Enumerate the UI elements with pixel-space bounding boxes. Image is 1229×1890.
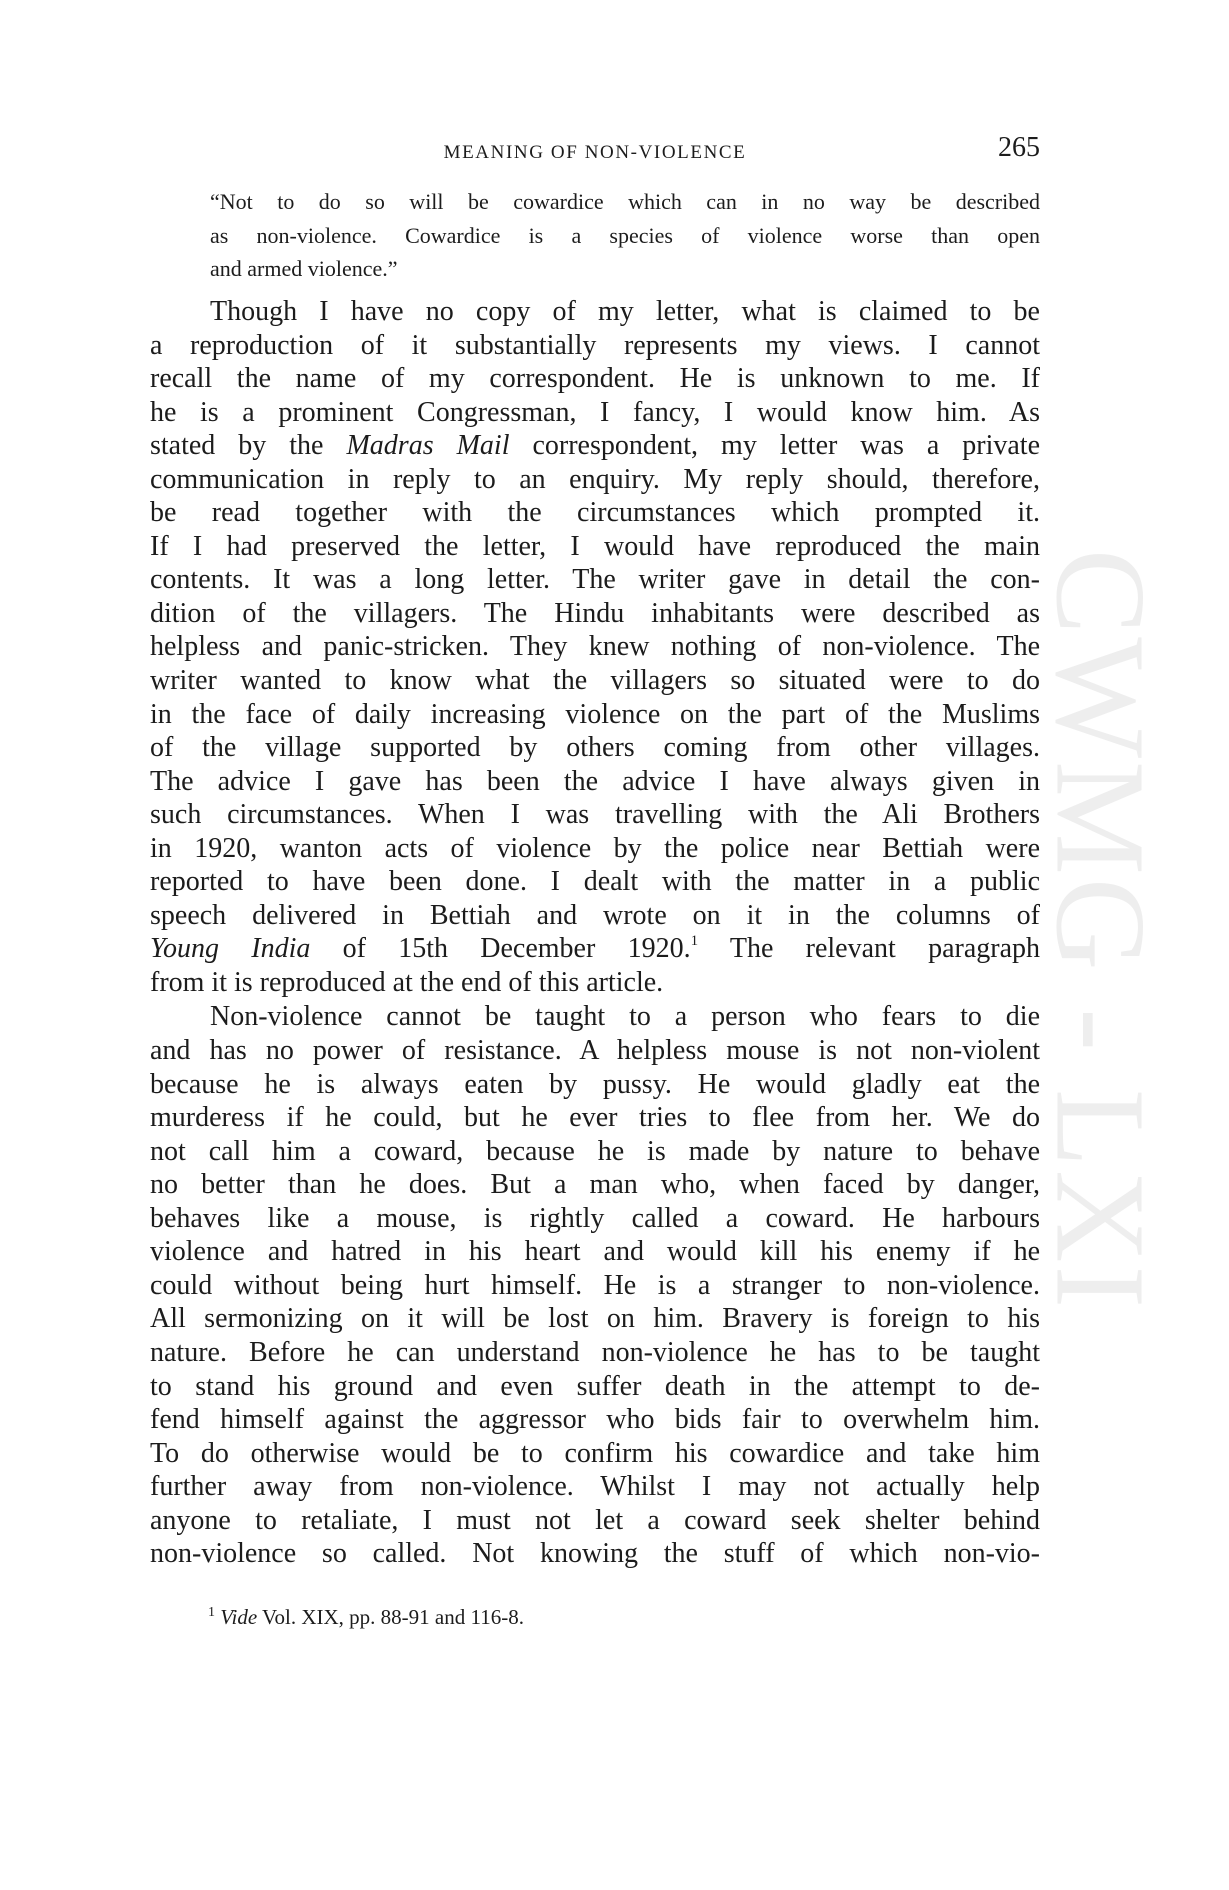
- text-line: reported to have been done. I dealt with the matter in a public: [150, 866, 1040, 898]
- text-line: could without being hurt himself. He is a stranger to non-violence.: [150, 1269, 1040, 1301]
- journal-title: Young India: [150, 933, 311, 965]
- paragraph-2: [150, 1000, 1040, 1570]
- footnote: [208, 1605, 524, 1630]
- text-line: communication in reply to an enquiry. My reply should, therefore,: [150, 463, 1040, 495]
- text-line: dition of the villagers. The Hindu inhabitants were described as: [150, 597, 1040, 629]
- footnote-italic: Vide: [220, 1605, 258, 1629]
- text-line: anyone to retaliate, I must not let a coward seek shelter behind: [150, 1504, 1040, 1536]
- text-line: to stand his ground and even suffer death in the attempt to de-: [150, 1370, 1040, 1402]
- text-line: violence and hatred in his heart and would kill his enemy if he: [150, 1236, 1040, 1268]
- text-segment: The relevant paragraph: [698, 933, 1040, 965]
- footnote-reference[interactable]: 1: [690, 933, 699, 950]
- text-line: no better than he does. But a man who, when faced by danger,: [150, 1169, 1040, 1201]
- text-line: To do otherwise would be to confirm his cowardice and take him: [150, 1437, 1040, 1469]
- text-line: If I had preserved the letter, I would have reproduced the main: [150, 530, 1040, 562]
- text-line: speech delivered in Bettiah and wrote on it in the columns of: [150, 899, 1040, 931]
- text-line: he is a prominent Congressman, I fancy, I would know him. As: [150, 396, 1040, 428]
- text-segment: correspondent, my letter was a private: [509, 430, 1040, 462]
- text-line: a reproduction of it substantially represents my views. I cannot: [150, 329, 1040, 361]
- text-line: such circumstances. When I was travelling with the Ali Brothers: [150, 799, 1040, 831]
- text-line: contents. It was a long letter. The writer gave in detail the con-: [150, 564, 1040, 596]
- quote-line: and armed violence.”: [210, 256, 398, 281]
- text-line: of the village supported by others coming from other villages.: [150, 732, 1040, 764]
- page-number: 265: [998, 132, 1040, 163]
- text-line: recall the name of my correspondent. He is unknown to me. If: [150, 363, 1040, 395]
- text-line: nature. Before he can understand non-violence he has to be taught: [150, 1336, 1040, 1368]
- text-line: behaves like a mouse, is rightly called a coward. He harbours: [150, 1202, 1040, 1234]
- text-segment: stated by the: [150, 430, 347, 462]
- text-line: writer wanted to know what the villagers so situated were to do: [150, 665, 1040, 697]
- running-header: [150, 132, 1040, 172]
- text-line: All sermonizing on it will be lost on him. Bravery is foreign to his: [150, 1303, 1040, 1335]
- text-line: because he is always eaten by pussy. He would gladly eat the: [150, 1068, 1040, 1100]
- text-line: The advice I gave has been the advice I have always given in: [150, 765, 1040, 797]
- watermark-text: CWMG - LXI: [1029, 548, 1172, 1312]
- text-line: in 1920, wanton acts of violence by the police near Bettiah were: [150, 832, 1040, 864]
- running-title: MEANING OF NON-VIOLENCE: [443, 142, 747, 163]
- text-line: non-violence so called. Not knowing the stuff of which non-vio-: [150, 1538, 1040, 1570]
- footnote-text: Vol. XIX, pp. 88-91 and 116-8.: [257, 1605, 524, 1629]
- book-page: [150, 0, 1040, 1890]
- text-line: further away from non-violence. Whilst I may not actually help: [150, 1471, 1040, 1503]
- block-quote: [210, 185, 1040, 286]
- text-line: Non-violence cannot be taught to a person who fears to die: [210, 1001, 1040, 1033]
- text-line: in the face of daily increasing violence on the part of the Muslims: [150, 698, 1040, 730]
- text-line: [150, 932, 1040, 966]
- watermark: [1029, 470, 1172, 1390]
- quote-line: “Not to do so will be cowardice which can in no way be described: [210, 189, 1040, 214]
- text-line: Though I have no copy of my letter, what is claimed to be: [210, 296, 1040, 327]
- text-line: not call him a coward, because he is made by nature to behave: [150, 1135, 1040, 1167]
- text-line: [150, 429, 1040, 463]
- text-line: be read together with the circumstances which prompted it.: [150, 497, 1040, 529]
- paragraph-1: [150, 295, 1040, 999]
- text-line: fend himself against the aggressor who bids fair to overwhelm him.: [150, 1404, 1040, 1436]
- text-segment: of 15th December 1920.: [310, 933, 691, 965]
- text-line: and has no power of resistance. A helpless mouse is not non-violent: [150, 1035, 1040, 1067]
- text-line: from it is reproduced at the end of this article.: [150, 966, 664, 998]
- quote-line: as non-violence. Cowardice is a species of violence worse than open: [210, 222, 1040, 248]
- footnote-marker: 1: [208, 1605, 215, 1620]
- newspaper-title: Madras Mail: [346, 430, 510, 462]
- text-line: helpless and panic-stricken. They knew nothing of non-violence. The: [150, 631, 1040, 663]
- text-line: murderess if he could, but he ever tries to flee from her. We do: [150, 1102, 1040, 1134]
- body-text: [150, 295, 1040, 1571]
